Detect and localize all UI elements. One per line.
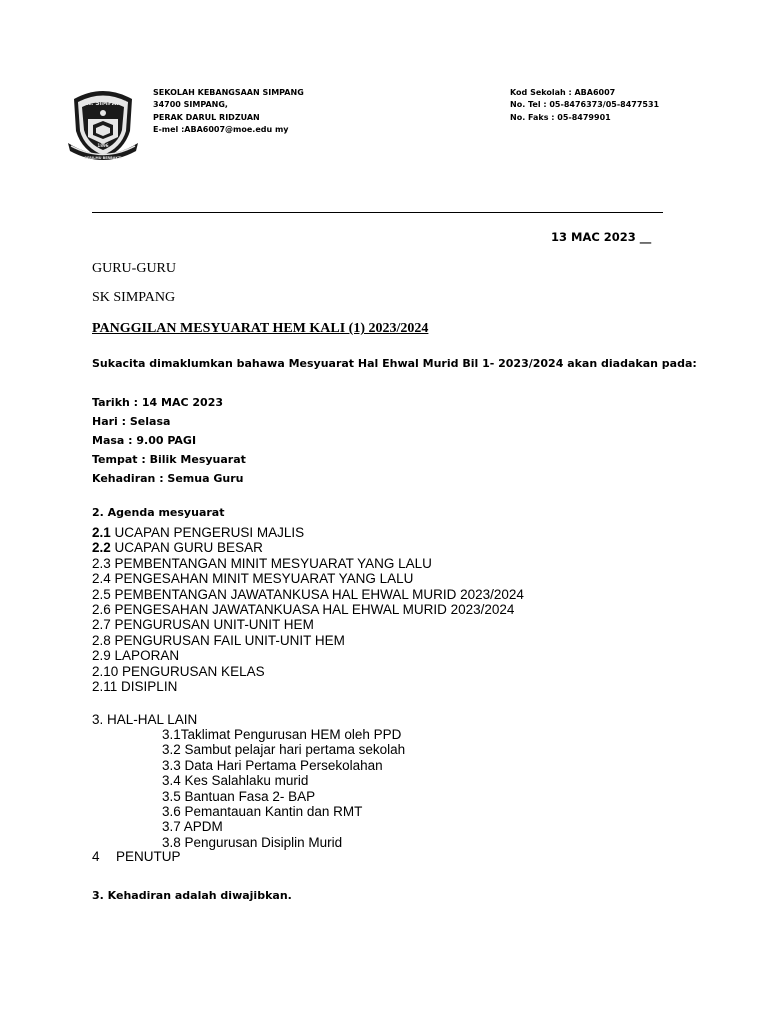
agenda-item: [92, 664, 524, 679]
agenda-item-number: 2.1: [92, 525, 111, 540]
address-line-1: 34700 SIMPANG,: [153, 100, 228, 110]
other-matter-item: 3.3 Data Hari Pertama Persekolahan: [162, 757, 383, 773]
agenda-item-text: UCAPAN GURU BESAR: [114, 540, 263, 556]
other-matter-item: 3.2 Sambut pelajar hari pertama sekolah: [162, 742, 406, 758]
agenda-item-number: 2.3: [92, 555, 111, 571]
agenda-heading: 2. Agenda mesyuarat: [92, 506, 225, 519]
other-matter-item: 3.5 Bantuan Fasa 2- BAP: [162, 788, 316, 804]
agenda-item-number: 2.11: [92, 679, 118, 695]
closing-text: PENUTUP: [116, 849, 181, 864]
school-address-block: [153, 87, 304, 136]
meeting-venue: Tempat : Bilik Mesyuarat: [92, 453, 246, 466]
school-name: SEKOLAH KEBANGSAAN SIMPANG: [153, 88, 304, 97]
agenda-list: [92, 525, 524, 694]
agenda-item-text: PENGURUSAN UNIT-UNIT HEM: [114, 617, 314, 633]
recipient-line-2: SK SIMPANG: [92, 290, 176, 305]
agenda-item-text: PENGURUSAN KELAS: [122, 663, 265, 679]
other-matters-heading: 3. HAL-HAL LAIN: [92, 712, 198, 727]
crest-motto: BERILMU BERBAKTI: [84, 156, 122, 160]
agenda-item: [92, 540, 524, 555]
other-matter-item: 3.7 APDM: [162, 819, 223, 835]
school-contact-block: [510, 87, 659, 124]
fax-row: [510, 112, 659, 124]
address-line-2: PERAK DARUL RIDZUAN: [153, 112, 260, 122]
intro-paragraph: Sukacita dimaklumkan bahawa Mesyuarat Hal Ehwal Murid Bil 1- 2023/2024 akan diadakan pada:: [92, 357, 697, 370]
agenda-item-number: 2.8: [92, 632, 111, 648]
meeting-date: Tarikh : 14 MAC 2023: [92, 396, 224, 409]
letter-date: 13 MAC 2023 __: [551, 230, 652, 244]
other-matter-item: 3.6 Pemantauan Kantin dan RMT: [162, 804, 363, 820]
agenda-item-text: LAPORAN: [114, 648, 180, 664]
meeting-day: Hari : Selasa: [92, 415, 171, 428]
school-code-label: Kod Sekolah: [510, 88, 566, 97]
closing-item: [92, 849, 181, 864]
agenda-item: [92, 556, 524, 571]
meeting-attendance: Kehadiran : Semua Guru: [92, 472, 244, 485]
closing-number: 4: [92, 849, 100, 864]
agenda-item-number: 2.5: [92, 586, 111, 602]
agenda-item-text: DISIPLIN: [121, 679, 178, 695]
school-email: E-mel :ABA6007@moe.edu my: [153, 124, 289, 134]
agenda-item: [92, 587, 524, 602]
agenda-item-text: PENGURUSAN FAIL UNIT-UNIT HEM: [114, 632, 345, 648]
agenda-item-text: PENGESAHAN MINIT MESYUARAT YANG LALU: [114, 571, 414, 587]
other-matter-item: 3.4 Kes Salahlaku murid: [162, 773, 309, 789]
school-code-value: : ABA6007: [568, 88, 616, 97]
agenda-item-number: 2.7: [92, 617, 111, 633]
meeting-details: [92, 393, 246, 488]
other-matter-item: 3.8 Pengurusan Disiplin Murid: [162, 834, 343, 850]
tel-row: [510, 99, 659, 111]
agenda-item-number: 2.2: [92, 540, 111, 556]
letterhead-divider: [92, 212, 663, 213]
agenda-item: [92, 525, 524, 540]
crest-top-text: S.K. SIMPANG: [79, 100, 127, 107]
agenda-item-number: 2.10: [92, 663, 119, 679]
agenda-item-number: 2.6: [92, 602, 111, 618]
agenda-item: [92, 679, 524, 694]
agenda-item-text: PENGESAHAN JAWATANKUASA HAL EHWAL MURID 2023/2024: [114, 602, 515, 618]
crest-year: 1896: [97, 143, 109, 148]
agenda-item-text: PEMBENTANGAN MINIT MESYUARAT YANG LALU: [114, 555, 432, 571]
tel-label: No. Tel :: [510, 100, 547, 110]
agenda-item: [92, 571, 524, 586]
attendance-note: 3. Kehadiran adalah diwajibkan.: [92, 889, 292, 902]
agenda-item: [92, 633, 524, 648]
other-matter-item: 3.1Taklimat Pengurusan HEM oleh PPD: [162, 727, 402, 742]
agenda-item-text: PEMBENTANGAN JAWATANKUSA HAL EHWAL MURID 2023/2024: [114, 586, 524, 602]
meeting-time: Masa : 9.00 PAGI: [92, 434, 197, 447]
agenda-item-text: UCAPAN PENGERUSI MAJLIS: [114, 525, 305, 540]
agenda-item: [92, 648, 524, 663]
agenda-item-number: 2.9: [92, 648, 111, 664]
fax-label: No. Faks :: [510, 112, 555, 122]
school-code-row: [510, 87, 659, 99]
recipient-line-1: GURU-GURU: [92, 261, 176, 276]
agenda-item: [92, 602, 524, 617]
letter-subject: PANGGILAN MESYUARAT HEM KALI (1) 2023/2024: [92, 321, 429, 336]
tel-value: 05-8476373/05-8477531: [549, 100, 660, 110]
other-matters-list: [162, 727, 405, 850]
fax-value: 05-8479901: [557, 112, 611, 122]
school-crest-logo: [66, 85, 140, 163]
agenda-item: [92, 617, 524, 632]
agenda-item-number: 2.4: [92, 571, 111, 587]
